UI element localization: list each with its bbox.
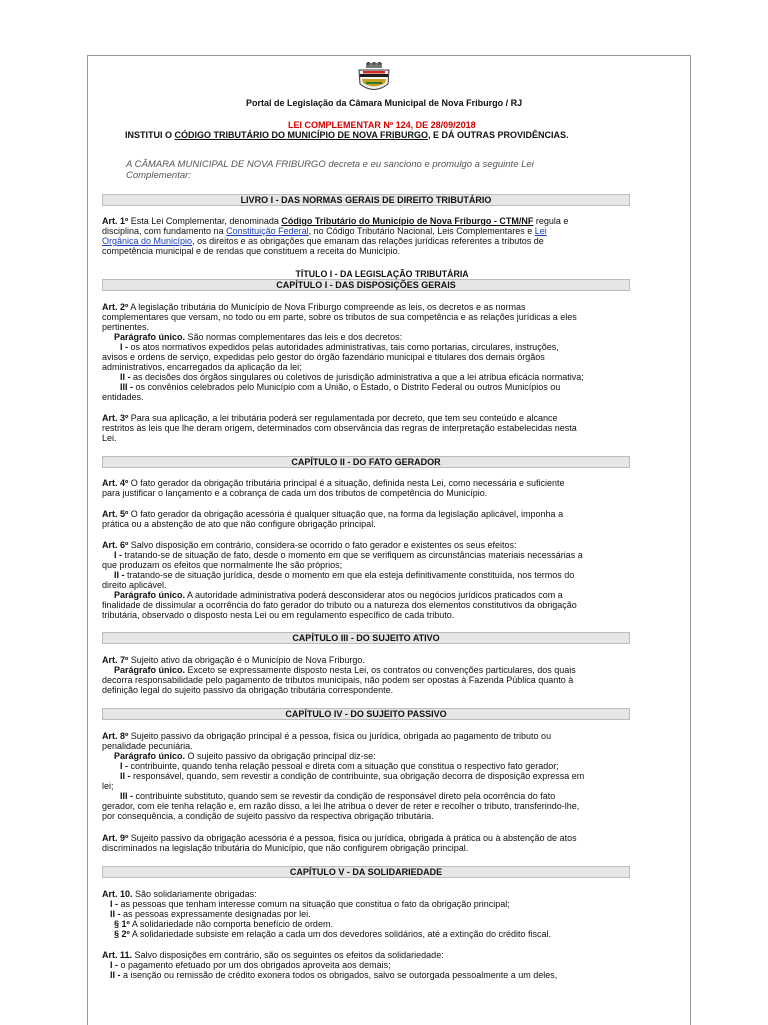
preamble-line: A CÂMARA MUNICIPAL DE NOVA FRIBURGO decreta e eu sanciono e promulgo a seguinte Lei [126, 159, 534, 170]
law-title: LEI COMPLEMENTAR Nº 124, DE 28/09/2018 [288, 120, 476, 130]
text-line: Art. 9º Sujeito passivo da obrigação acessória é a pessoa, física ou jurídica, obrigada à prática ou à abstenção de atos [102, 833, 577, 843]
lei-organica-link[interactable]: Orgânica do Município [102, 236, 193, 246]
provision-marker: II - [114, 570, 125, 580]
text-line: II - as pessoas expressamente designadas por lei. [110, 909, 311, 919]
article-text: Esta Lei Complementar, denominada [128, 216, 282, 226]
provision-marker: II - [120, 372, 131, 382]
text-line: Art. 8º Sujeito passivo da obrigação principal é a pessoa, física ou jurídica, obrigada ao pagamento de tributo ou [102, 731, 552, 741]
text-line: Parágrafo único. Exceto se expressamente disposto nesta Lei, os contratos ou convenções particulares, dos quais [114, 665, 576, 675]
text-line: avisos e ordens de serviço, expedidas pelo gestor do órgão fazendário municipal e titulares dos demais órgãos [102, 352, 545, 362]
chapter-heading-text: CAPÍTULO III - DO SUJEITO ATIVO [292, 633, 440, 643]
text-line: que produzam os efeitos que normalmente lhe são próprios; [102, 560, 343, 570]
text-line: I - o pagamento efetuado por um dos obrigados aproveita aos demais; [110, 960, 391, 970]
text-line: II - a isenção ou remissão de crédito exonera todos os obrigados, salvo se outorgada pessoalmente a um deles, [110, 970, 558, 980]
article-text: , os direitos e as obrigações que emanam das relações jurídicas referentes a tributos de [192, 236, 544, 246]
chapter-heading-text: CAPÍTULO IV - DO SUJEITO PASSIVO [285, 709, 447, 719]
text-line: I - contribuinte, quando tenha relação pessoal e direta com a situação que constitua o respectivo fato gerador; [120, 761, 559, 771]
livro-heading-text: LIVRO I - DAS NORMAS GERAIS DE DIREITO TRIBUTÁRIO [240, 195, 492, 205]
text-line: discriminados na legislação tributária do Município, que não configurem obrigação principal. [102, 843, 469, 853]
provision-marker: Art. 11. [102, 950, 133, 960]
provision-marker: III - [120, 791, 133, 801]
chapter-heading [102, 708, 630, 720]
text-line: pertinentes. [102, 322, 150, 332]
art1-line: competência municipal e de rendas que constituem a receita do Município. [102, 246, 401, 256]
provision-marker: II - [110, 970, 121, 980]
provision-marker: I - [110, 899, 118, 909]
art1-line [102, 226, 547, 236]
text-line: III - os convênios celebrados pelo Município com a União, o Estado, o Distrito Federal ou outros Municípios ou [120, 382, 561, 392]
provision-marker: I - [120, 761, 128, 771]
text-line: § 2º A solidariedade subsiste em relação a cada um dos devedores solidários, até a extinção do crédito fiscal. [114, 929, 552, 939]
text-line: Art. 7º Sujeito ativo da obrigação é o Município de Nova Friburgo. [102, 655, 365, 665]
provision-marker: Parágrafo único. [114, 665, 186, 675]
article-number: Art. 1º [102, 216, 129, 226]
chapter-heading [102, 866, 630, 878]
provision-marker: Art. 8º [102, 731, 129, 741]
text-line: § 1º A solidariedade não comporta benefício de ordem. [114, 919, 333, 929]
provision-marker: I - [114, 550, 122, 560]
provision-marker: I - [110, 960, 118, 970]
text-line: penalidade pecuniária. [102, 741, 193, 751]
text-line: lei; [102, 781, 114, 791]
provision-marker: Art. 2º [102, 302, 129, 312]
text-line: administrativos, encarregados da aplicação da lei; [102, 362, 302, 372]
document-page [87, 55, 691, 1025]
code-name: Código Tributário do Município de Nova Friburgo - CTM/NF [281, 216, 534, 226]
provision-marker: Art. 9º [102, 833, 129, 843]
text-line: Art. 5º O fato gerador da obrigação acessória é qualquer situação que, na forma da legislação aplicável, imponha a [102, 509, 564, 519]
article-text: disciplina, com fundamento na [102, 226, 227, 236]
text-line: I - tratando-se de situação de fato, desde o momento em que se verifiquem as circunstâncias materiais necessárias a [114, 550, 583, 560]
text-line: Parágrafo único. A autoridade administrativa poderá desconsiderar atos ou negócios jurídicos praticados com a [114, 590, 563, 600]
text-line: Art. 4º O fato gerador da obrigação tributária principal é a situação, definida nesta Lei, como necessária e suficiente [102, 478, 565, 488]
text-line: restritos às leis que lhe deram origem, determinados com observância das regras de interpretação estabelecidas nesta [102, 423, 577, 433]
chapter-heading [102, 632, 630, 644]
preamble-line: Complementar: [126, 170, 191, 181]
ementa-code-name: CÓDIGO TRIBUTÁRIO DO MUNICÍPIO DE NOVA FRIBURGO [174, 130, 428, 140]
ementa-text-end: , E DÁ OUTRAS PROVIDÊNCIAS. [428, 130, 569, 140]
art1-line [102, 236, 544, 246]
provision-marker: Art. 4º [102, 478, 129, 488]
text-line: I - as pessoas que tenham interesse comum na situação que constitua o fato da obrigação principal; [110, 899, 510, 909]
provision-marker: Parágrafo único. [114, 332, 186, 342]
provision-marker: Parágrafo único. [114, 751, 186, 761]
chapter-heading-text: CAPÍTULO V - DA SOLIDARIEDADE [289, 867, 443, 877]
text-line: Art. 10. São solidariamente obrigadas: [102, 889, 257, 899]
law-ementa [125, 130, 569, 140]
chapter-heading [102, 456, 630, 468]
text-line: complementares que versam, no todo ou em parte, sobre os tributos de sua competência e as relações jurídicas a eles [102, 312, 577, 322]
text-line: Art. 2º A legislação tributária do Município de Nova Friburgo compreende as leis, os decretos e as normas [102, 302, 526, 312]
municipal-coat-of-arms-icon [357, 62, 391, 94]
text-line: Parágrafo único. O sujeito passivo da obrigação principal diz-se: [114, 751, 376, 761]
provision-marker: I - [120, 342, 128, 352]
text-line: III - contribuinte substituto, quando sem se revestir da condição de responsável direto pela ocorrência do fato [120, 791, 556, 801]
provision-marker: Art. 7º [102, 655, 129, 665]
text-line: decorra responsabilidade pelo pagamento de tributos municipais, não podem ser opostas à Fazenda Pública quanto à [102, 675, 574, 685]
text-line: Art. 6º Salvo disposição em contrário, considera-se ocorrido o fato gerador e existentes os seus efeitos: [102, 540, 517, 550]
text-line: II - responsável, quando, sem revestir a condição de contribuinte, sua obrigação decorra de disposição expressa em [120, 771, 585, 781]
provision-marker: Parágrafo único. [114, 590, 186, 600]
provision-marker: § 2º [114, 929, 130, 939]
text-line: direito aplicável. [102, 580, 167, 590]
provision-marker: Art. 10. [102, 889, 133, 899]
text-line: Art. 11. Salvo disposições em contrário, são os seguintes os efeitos da solidariedade: [102, 950, 444, 960]
provision-marker: Art. 6º [102, 540, 129, 550]
text-line: tributária, observado o disposto nesta Lei ou em regulamento específico de cada tributo. [102, 610, 455, 620]
provision-marker: § 1º [114, 919, 130, 929]
provision-marker: II - [120, 771, 131, 781]
text-line: Art. 3º Para sua aplicação, a lei tributária poderá ser regulamentada por decreto, que tem seu conteúdo e alcance [102, 413, 558, 423]
text-line: gerador, com ele tenha relação e, em razão disso, a lei lhe atribua o dever de reter e recolher o tributo, transferindo-lhe, [102, 801, 580, 811]
text-line: prática ou a abstenção de ato que não configure obrigação principal. [102, 519, 376, 529]
ementa-text: INSTITUI O [125, 130, 175, 140]
text-line: por consequência, a condição de sujeito passivo da respectiva obrigação tributária. [102, 811, 434, 821]
provision-marker: III - [120, 382, 133, 392]
text-line: Parágrafo único. São normas complementares das leis e dos decretos: [114, 332, 403, 342]
text-line: finalidade de dissimular a ocorrência do fato gerador do tributo ou a natureza dos elementos constitutivos da obrigação [102, 600, 577, 610]
text-line: Lei. [102, 433, 117, 443]
article-text: regula e [533, 216, 569, 226]
text-line: II - tratando-se de situação jurídica, desde o momento em que ela esteja definitivamente constituída, nos termos do [114, 570, 575, 580]
provision-marker: Art. 3º [102, 413, 129, 423]
chapter-heading-text: CAPÍTULO II - DO FATO GERADOR [291, 457, 441, 467]
livro-heading [102, 194, 630, 206]
text-line: I - os atos normativos expedidos pelas autoridades administrativas, tais como portarias, circulares, instruções, [120, 342, 559, 352]
text-line: entidades. [102, 392, 144, 402]
provision-marker: Art. 5º [102, 509, 129, 519]
text-line: definição legal do sujeito passivo da obrigação tributária correspondente. [102, 685, 394, 695]
provision-marker: II - [110, 909, 121, 919]
text-line: para justificar o lançamento e a cobrança de cada um dos tributos de competência do Município. [102, 488, 488, 498]
article-text: , no Código Tributário Nacional, Leis Complementares e [308, 226, 535, 236]
chapter-heading [102, 279, 630, 291]
chapter-heading-text: CAPÍTULO I - DAS DISPOSIÇÕES GERAIS [276, 280, 456, 290]
art1-line [102, 216, 568, 226]
lei-organica-link[interactable]: Lei [534, 226, 547, 236]
text-line: II - as decisões dos órgãos singulares ou coletivos de jurisdição administrativa a que a lei atribua eficácia normativa; [120, 372, 584, 382]
titulo-heading: TÍTULO I - DA LEGISLAÇÃO TRIBUTÁRIA [295, 269, 469, 279]
constituicao-federal-link[interactable]: Constituição Federal [226, 226, 309, 236]
portal-title: Portal de Legislação da Câmara Municipal de Nova Friburgo / RJ [246, 98, 523, 108]
